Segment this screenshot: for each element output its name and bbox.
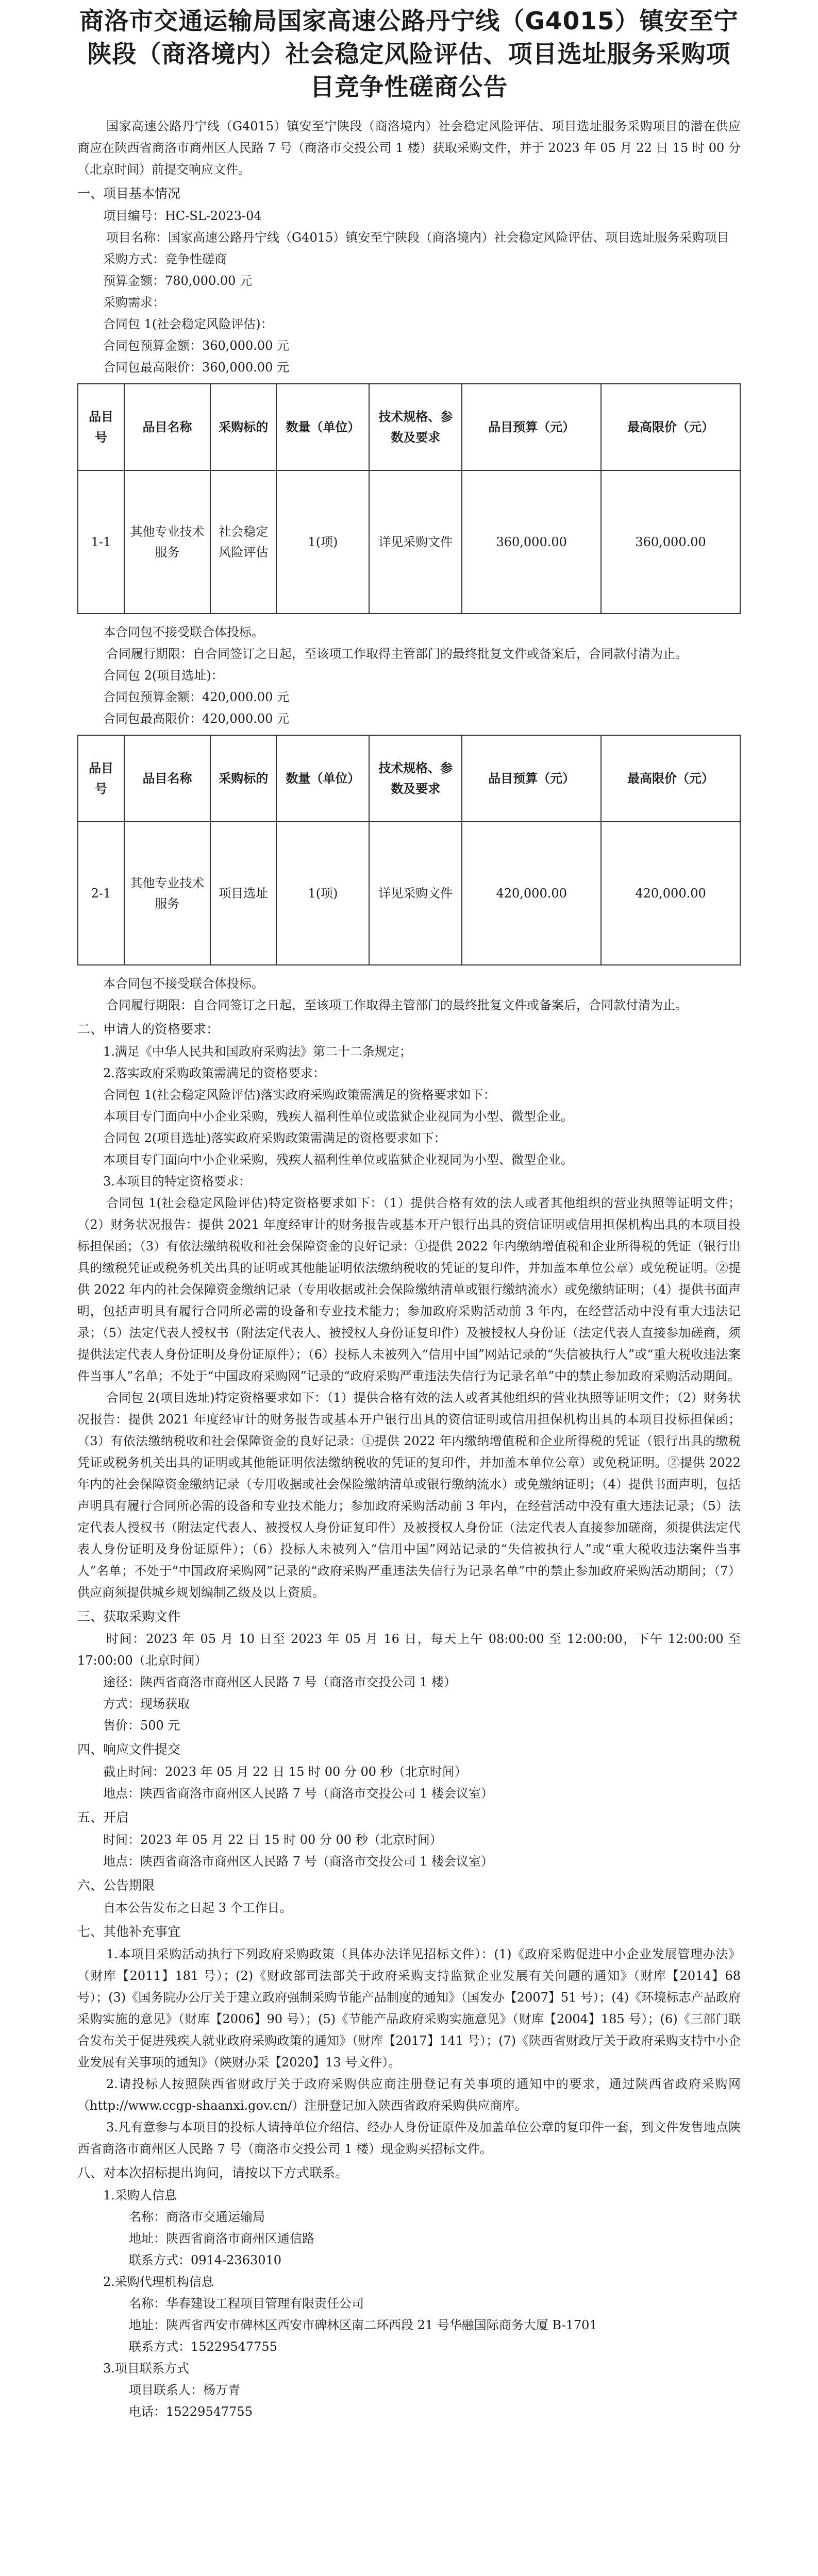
cell-item-name: 其他专业技术服务 [124,470,210,614]
col-subject: 采购标的 [210,384,277,470]
package-2-note-consortium: 本合同包不接受联合体投标。 [103,976,264,991]
buyer-address: 地址：陕西省商洛市商州区通信路 [129,2231,314,2246]
qualification-item: 合同包 1(社会稳定风险评估)落实政府采购政策需满足的资格要求如下： [103,1088,496,1102]
section-heading-other-matters: 七、其他补充事宜 [77,1924,181,1939]
table-header-row [78,384,740,470]
package-2-cap: 合同包最高限价：420,000.00 元 [103,711,290,726]
agent-address: 地址：陕西省西安市碑林区西安市碑林区南二环西段 21 号华融国际商务大厦 B-1701 [129,2318,597,2332]
qualification-item: 1.满足《中华人民共和国政府采购法》第二十二条规定； [103,1044,412,1059]
package-2-note-term: 合同履行期限：自合同签订之日起，至该项工作取得主管部门的最终批复文件或备案后，合同款付清为止。 [106,998,688,1012]
cell-budget: 360,000.00 [462,470,601,614]
buyer-phone: 联系方式：0914-2363010 [129,2253,282,2267]
section-heading-obtain-docs: 三、获取采购文件 [77,1609,181,1624]
obtain-place: 途径：陕西省商洛市商州区人民路 7 号（商洛市交投公司 1 楼） [103,1675,457,1689]
section-heading-submission: 四、响应文件提交 [77,1742,181,1757]
cell-item-name: 其他专业技术服务 [124,822,210,965]
page-title: 商洛市交通运输局国家高速公路丹宁线（G4015）镇安至宁陕段（商洛境内）社会稳定风险评估、项目选址服务采购项目竞争性磋商公告 [79,7,739,101]
col-spec: 技术规格、参数及要求 [369,384,462,470]
col-spec: 技术规格、参数及要求 [369,735,462,822]
package-1-budget: 合同包预算金额：360,000.00 元 [103,338,290,353]
col-quantity: 数量（单位） [276,384,369,470]
table-row [78,822,740,965]
submission-place: 地点：陕西省商洛市商州区人民路 7 号（商洛市交投公司 1 楼会议室） [103,1786,494,1801]
project-contact-phone: 电话：15229547755 [129,2404,253,2419]
section-heading-notice-period: 六、公告期限 [77,1878,155,1893]
agent-phone: 联系方式：15229547755 [129,2340,277,2354]
registration-note: 2.请投标人按照陕西省财政厅关于政府采购供应商注册登记有关事项的通知中的要求，通过陕西省政府采购网（http://www.ccgp-shaanxi.gov.cn/）注册登记加入陕西省政府采购供应商库。 [77,2077,741,2113]
buyer-name: 名称：商洛市交通运输局 [129,2210,265,2224]
budget-amount: 预算金额：780,000.00 元 [103,274,253,288]
project-contact-person: 项目联系人：杨万青 [129,2383,240,2397]
submission-deadline: 截止时间：2023 年 05 月 22 日 15 时 00 分 00 秒（北京时间） [103,1765,467,1779]
col-budget: 品目预算（元） [462,384,601,470]
col-cap: 最高限价（元） [601,384,740,470]
col-item-no: 品目号 [78,384,124,470]
col-item-no: 品目号 [78,735,124,822]
buyer-info-title: 1.采购人信息 [103,2188,177,2202]
cell-item-no: 2-1 [78,822,124,965]
section-heading-contact: 八、对本次招标提出询问，请按以下方式联系。 [77,2165,348,2180]
package-2-table [77,735,741,965]
project-contact-title: 3.项目联系方式 [103,2361,189,2376]
obtain-time: 时间：2023 年 05 月 10 日至 2023 年 05 月 16 日，每天上午 08:00:00 至 12:00:00，下午 12:00:00 至 17:00:00（北京时间） [77,1632,741,1668]
agent-info-title: 2.采购代理机构信息 [103,2275,214,2289]
cell-quantity: 1(项) [276,470,369,614]
opening-place: 地点：陕西省商洛市商州区人民路 7 号（商洛市交投公司 1 楼会议室） [103,1854,494,1869]
policy-list: 1.本项目采购活动执行下列政府采购政策（具体办法详见招标文件）：(1)《政府采购促进中小企业发展管理办法》（财库【2011】181 号）；(2)《财政部司法部关于政府采购支持监狱企业发展有关问题的通知》（财库【2014】68 号）；(3)《国务院办公厅关于建立政府强制采购节能产品制度的通知》（国发办【2007】51 号）；(4)《环境标志产品政府采购实施的意见》（财库【2006】90 号）；(5)《节能产品政府采购实施意见》（财库【2004】185 号）；(6)《三部门联合发布关于促进残疾人就业政府采购政策的通知》（财库【2017】141 号）；(7)《陕西省财政厅关于政府采购支持中小企业发展有关事项的通知》（陕财办采【2020】13 号文件）。 [77,1947,741,2070]
qualification-item: 本项目专门面向中小企业采购，残疾人福利性单位或监狱企业视同为小型、微型企业。 [103,1153,573,1167]
col-item-name: 品目名称 [124,735,210,822]
cell-spec: 详见采购文件 [369,822,462,965]
col-quantity: 数量（单位） [276,735,369,822]
package-2-special-requirements: 合同包 2(项目选址)特定资格要求如下：（1）提供合格有效的法人或者其他组织的营业执照等证明文件；（2）财务状况报告：提供 2021 年度经审计的财务报告或基本开户银行出具的资信证明或信用担保机构出具的本项目投标担保函；（3）有依法缴纳税收和社会保障资金的良好记录：①提供 2022 年内缴纳增值税和企业所得税的凭证（银行出具的缴税凭证或税务机关出具的证明或其他能证明依法缴纳税收的凭证的复印件，并加盖本单位公章）或免税证明。②提供 2022 年内的社会保障资金缴纳记录（专用收据或社会保险缴纳清单或银行缴纳流水）或免缴纳证明；（4）提供书面声明，包括声明具有履行合同所必需的设备和专业技术能力；参加政府采购活动前 3 年内，在经营活动中没有重大违法记录；（5）法定代表人授权书（附法定代表人、被授权人身份证复印件）及被授权人身份证（法定代表人直接参加磋商，须提供法定代表人身份证明及身份证原件）；（6）投标人未被列入“信用中国”网站记录的“失信被执行人”或“重大税收违法案件当事人”名单；不处于“中国政府采购网”记录的“政府采购严重违法失信行为记录名单”中的禁止参加政府采购活动期间；（7）供应商须提供城乡规划编制乙级及以上资质。 [77,1391,741,1600]
obtain-price: 售价：500 元 [103,1718,180,1733]
intro-paragraph: 国家高速公路丹宁线（G4015）镇安至宁陕段（商洛境内）社会稳定风险评估、项目选址服务采购项目的潜在供应商应在陕西省商洛市商州区人民路 7 号（商洛市交投公司 1 楼）获取采购文件，并于 2023 年 05 月 22 日 15 时 00 分（北京时间）前提交响应文件。 [77,119,741,177]
col-item-name: 品目名称 [124,384,210,470]
project-number: 项目编号：HC-SL-2023-04 [103,209,262,223]
package-1-table [77,383,741,614]
package-2-title: 合同包 2(项目选址)： [103,668,224,683]
procurement-method: 采购方式：竞争性磋商 [103,252,227,266]
package-1-cap: 合同包最高限价：360,000.00 元 [103,360,290,375]
procurement-need: 采购需求： [103,295,165,310]
cell-quantity: 1(项) [276,822,369,965]
obtain-mode: 方式：现场获取 [103,1697,190,1711]
package-1-note-consortium: 本合同包不接受联合体投标。 [103,625,264,639]
package-1-title: 合同包 1(社会稳定风险评估)： [103,317,273,331]
col-cap: 最高限价（元） [601,735,740,822]
opening-time: 时间：2023 年 05 月 22 日 15 时 00 分 00 秒（北京时间） [103,1833,442,1847]
qualification-item: 合同包 2(项目选址)落实政府采购政策需满足的资格要求如下： [103,1131,446,1145]
cell-item-no: 1-1 [78,470,124,614]
cell-cap: 420,000.00 [601,822,740,965]
package-1-note-term: 合同履行期限：自合同签订之日起，至该项工作取得主管部门的最终批复文件或备案后，合同款付清为止。 [106,647,688,661]
package-2-budget: 合同包预算金额：420,000.00 元 [103,690,290,704]
cell-subject: 项目选址 [210,822,277,965]
cell-subject: 社会稳定风险评估 [210,470,277,614]
agent-name: 名称：华春建设工程项目管理有限责任公司 [129,2296,364,2311]
package-1-special-requirements: 合同包 1(社会稳定风险评估)特定资格要求如下：（1）提供合格有效的法人或者其他组织的营业执照等证明文件；（2）财务状况报告：提供 2021 年度经审计的财务报告或基本开户银行出具的资信证明或信用担保机构出具的本项目投标担保函；（3）有依法缴纳税收和社会保障资金的良好记录：①提供 2022 年内缴纳增值税和企业所得税的凭证（银行出具的缴税凭证或税务机关出具的证明或其他能证明依法缴纳税收的凭证的复印件，并加盖本单位公章）或免税证明。②提供 2022 年内的社会保障资金缴纳记录（专用收据或社会保险缴纳清单或银行缴纳流水）或免缴纳证明；（4）提供书面声明，包括声明具有履行合同所必需的设备和专业技术能力；参加政府采购活动前 3 年内，在经营活动中没有重大违法记录；（5）法定代表人授权书（附法定代表人、被授权人身份证复印件）及被授权人身份证（法定代表人直接参加磋商，须提供法定代表人身份证明及身份证原件）；（6）投标人未被列入“信用中国”网站记录的“失信被执行人”或“重大税收违法案件当事人”名单；不处于“中国政府采购网”记录的“政府采购严重违法失信行为记录名单”中的禁止参加政府采购活动期间。 [77,1196,741,1383]
cell-spec: 详见采购文件 [369,470,462,614]
section-heading-basic-info: 一、项目基本情况 [77,186,181,201]
qualification-item: 2.落实政府采购政策需满足的资格要求： [103,1066,325,1080]
col-budget: 品目预算（元） [462,735,601,822]
cell-budget: 420,000.00 [462,822,601,965]
section-heading-opening: 五、开启 [77,1810,129,1825]
notice-period-text: 自本公告发布之日起 3 个工作日。 [103,1901,292,1915]
project-name: 项目名称：国家高速公路丹宁线（G4015）镇安至宁陕段（商洛境内）社会稳定风险评估、项目选址服务采购项目 [106,230,729,245]
section-heading-qualifications: 二、申请人的资格要求： [77,1022,220,1037]
cell-cap: 360,000.00 [601,470,740,614]
qualification-item: 本项目专门面向中小企业采购，残疾人福利性单位或监狱企业视同为小型、微型企业。 [103,1109,573,1124]
qualification-item: 3.本项目的特定资格要求： [103,1174,251,1189]
table-header-row [78,735,740,822]
col-subject: 采购标的 [210,735,277,822]
table-row [78,470,740,614]
purchase-note: 3.凡有意参与本项目的投标人请持单位介绍信、经办人身份证原件及加盖单位公章的复印件一套，到文件发售地点陕西省商洛市商州区人民路 7 号（商洛市交投公司 1 楼）现金购买招标文件。 [77,2120,741,2156]
